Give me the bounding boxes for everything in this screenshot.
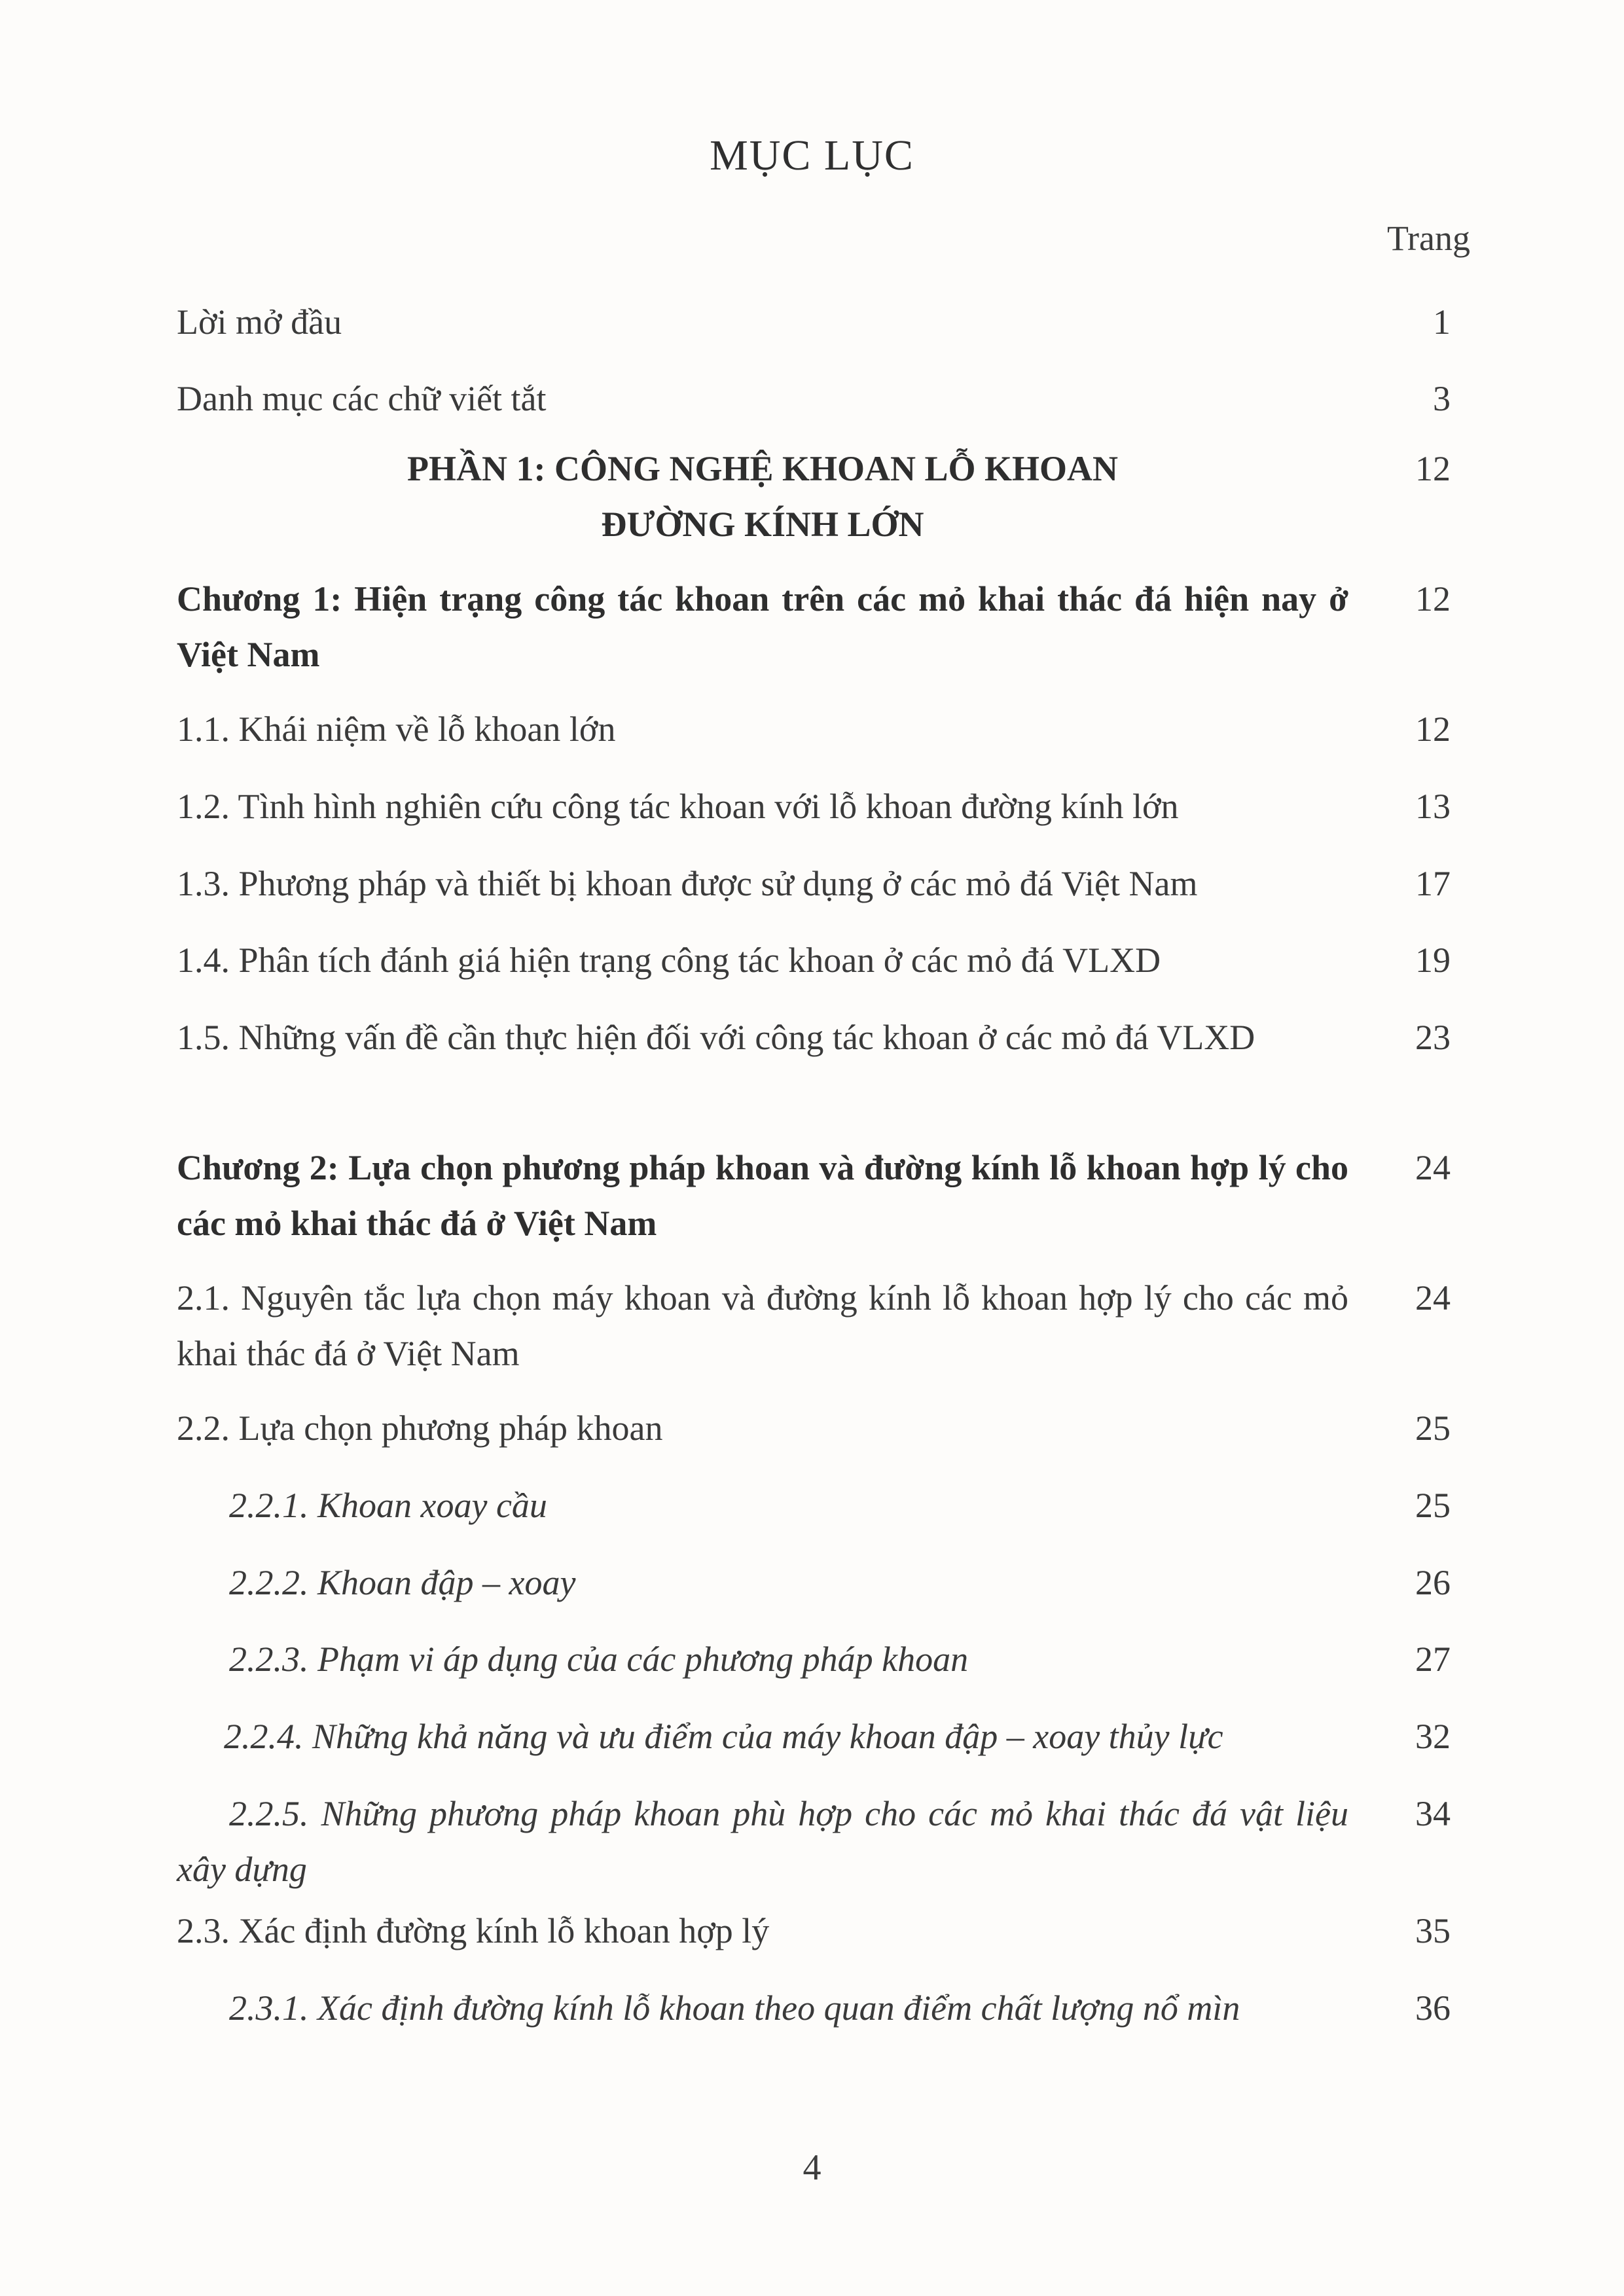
toc-entry-text: 1.1. Khái niệm về lỗ khoan lớn bbox=[177, 709, 616, 749]
toc-entry-page: 36 bbox=[1415, 1988, 1451, 2028]
toc-entry-page: 13 bbox=[1415, 787, 1451, 826]
toc-entry-page: 12 bbox=[1415, 579, 1451, 619]
toc-entry-page: 1 bbox=[1433, 302, 1451, 342]
toc-entry-text: PHẦN 1: CÔNG NGHỆ KHOAN LỖ KHOAN ĐƯỜNG KÍNH LỚN bbox=[406, 449, 1118, 544]
toc-entry-text: 1.4. Phân tích đánh giá hiện trạng công tác khoan ở các mỏ đá VLXD bbox=[177, 941, 1161, 980]
toc-entry-page: 19 bbox=[1415, 941, 1451, 980]
toc-entry-text: 2.2.1. Khoan xoay cầu bbox=[229, 1486, 547, 1525]
toc-entry-text: 1.5. Những vấn đề cần thực hiện đối với công tác khoan ở các mỏ đá VLXD bbox=[177, 1018, 1255, 1057]
toc-entry-page: 35 bbox=[1415, 1911, 1451, 1950]
toc-entry-text: Lời mở đầu bbox=[177, 302, 342, 342]
toc-entry-text: 1.2. Tình hình nghiên cứu công tác khoan với lỗ khoan đường kính lớn bbox=[177, 787, 1179, 826]
toc-entry-page: 17 bbox=[1415, 864, 1451, 903]
toc-entry-page: 25 bbox=[1415, 1408, 1451, 1448]
toc-entry-text: 1.3. Phương pháp và thiết bị khoan được sử dụng ở các mỏ đá Việt Nam bbox=[177, 864, 1198, 903]
toc-entry-text: Chương 2: Lựa chọn phương pháp khoan và đường kính lỗ khoan hợp lý cho các mỏ khai thác đá ở Việt Nam bbox=[177, 1148, 1348, 1243]
toc-entry-text: Danh mục các chữ viết tắt bbox=[177, 379, 547, 418]
toc-entry-text: 2.3.1. Xác định đường kính lỗ khoan theo quan điểm chất lượng nổ mìn bbox=[229, 1988, 1240, 2028]
toc-entry-text: 2.3. Xác định đường kính lỗ khoan hợp lý bbox=[177, 1911, 770, 1950]
toc-entry-page: 26 bbox=[1415, 1563, 1451, 1602]
page-number: 4 bbox=[803, 2147, 821, 2188]
toc-entry-text: 2.2.5. Những phương pháp khoan phù hợp cho các mỏ khai thác đá vật liệu xây dựng bbox=[177, 1794, 1348, 1889]
toc-entry-page: 24 bbox=[1415, 1278, 1451, 1318]
toc-entry-page: 12 bbox=[1415, 709, 1451, 749]
toc-entry-text: 2.2.4. Những khả năng và ưu điểm của máy khoan đập – xoay thủy lực bbox=[224, 1717, 1223, 1756]
toc-entry-page: 32 bbox=[1415, 1717, 1451, 1756]
toc-entry-page: 25 bbox=[1415, 1486, 1451, 1525]
toc-entry-text: 2.2. Lựa chọn phương pháp khoan bbox=[177, 1408, 663, 1448]
toc-entry-text: 2.2.3. Phạm vi áp dụng của các phương pháp khoan bbox=[229, 1640, 969, 1679]
page-title: MỤC LỤC bbox=[710, 132, 914, 179]
toc-entry-text: 2.2.2. Khoan đập – xoay bbox=[229, 1563, 576, 1602]
toc-entry-page: 12 bbox=[1415, 449, 1451, 488]
page-column-label: Trang bbox=[1386, 219, 1470, 258]
toc-entry-page: 34 bbox=[1415, 1794, 1451, 1833]
toc-entry-text: Chương 1: Hiện trạng công tác khoan trên các mỏ khai thác đá hiện nay ở Việt Nam bbox=[177, 579, 1348, 674]
toc-entry-page: 24 bbox=[1415, 1148, 1451, 1187]
toc-entry-page: 23 bbox=[1415, 1018, 1451, 1057]
toc-entry-page: 27 bbox=[1415, 1640, 1451, 1679]
toc-entry-text: 2.1. Nguyên tắc lựa chọn máy khoan và đường kính lỗ khoan hợp lý cho các mỏ khai thác đá ở Việt Nam bbox=[177, 1278, 1348, 1373]
toc-entry-page: 3 bbox=[1433, 379, 1451, 418]
